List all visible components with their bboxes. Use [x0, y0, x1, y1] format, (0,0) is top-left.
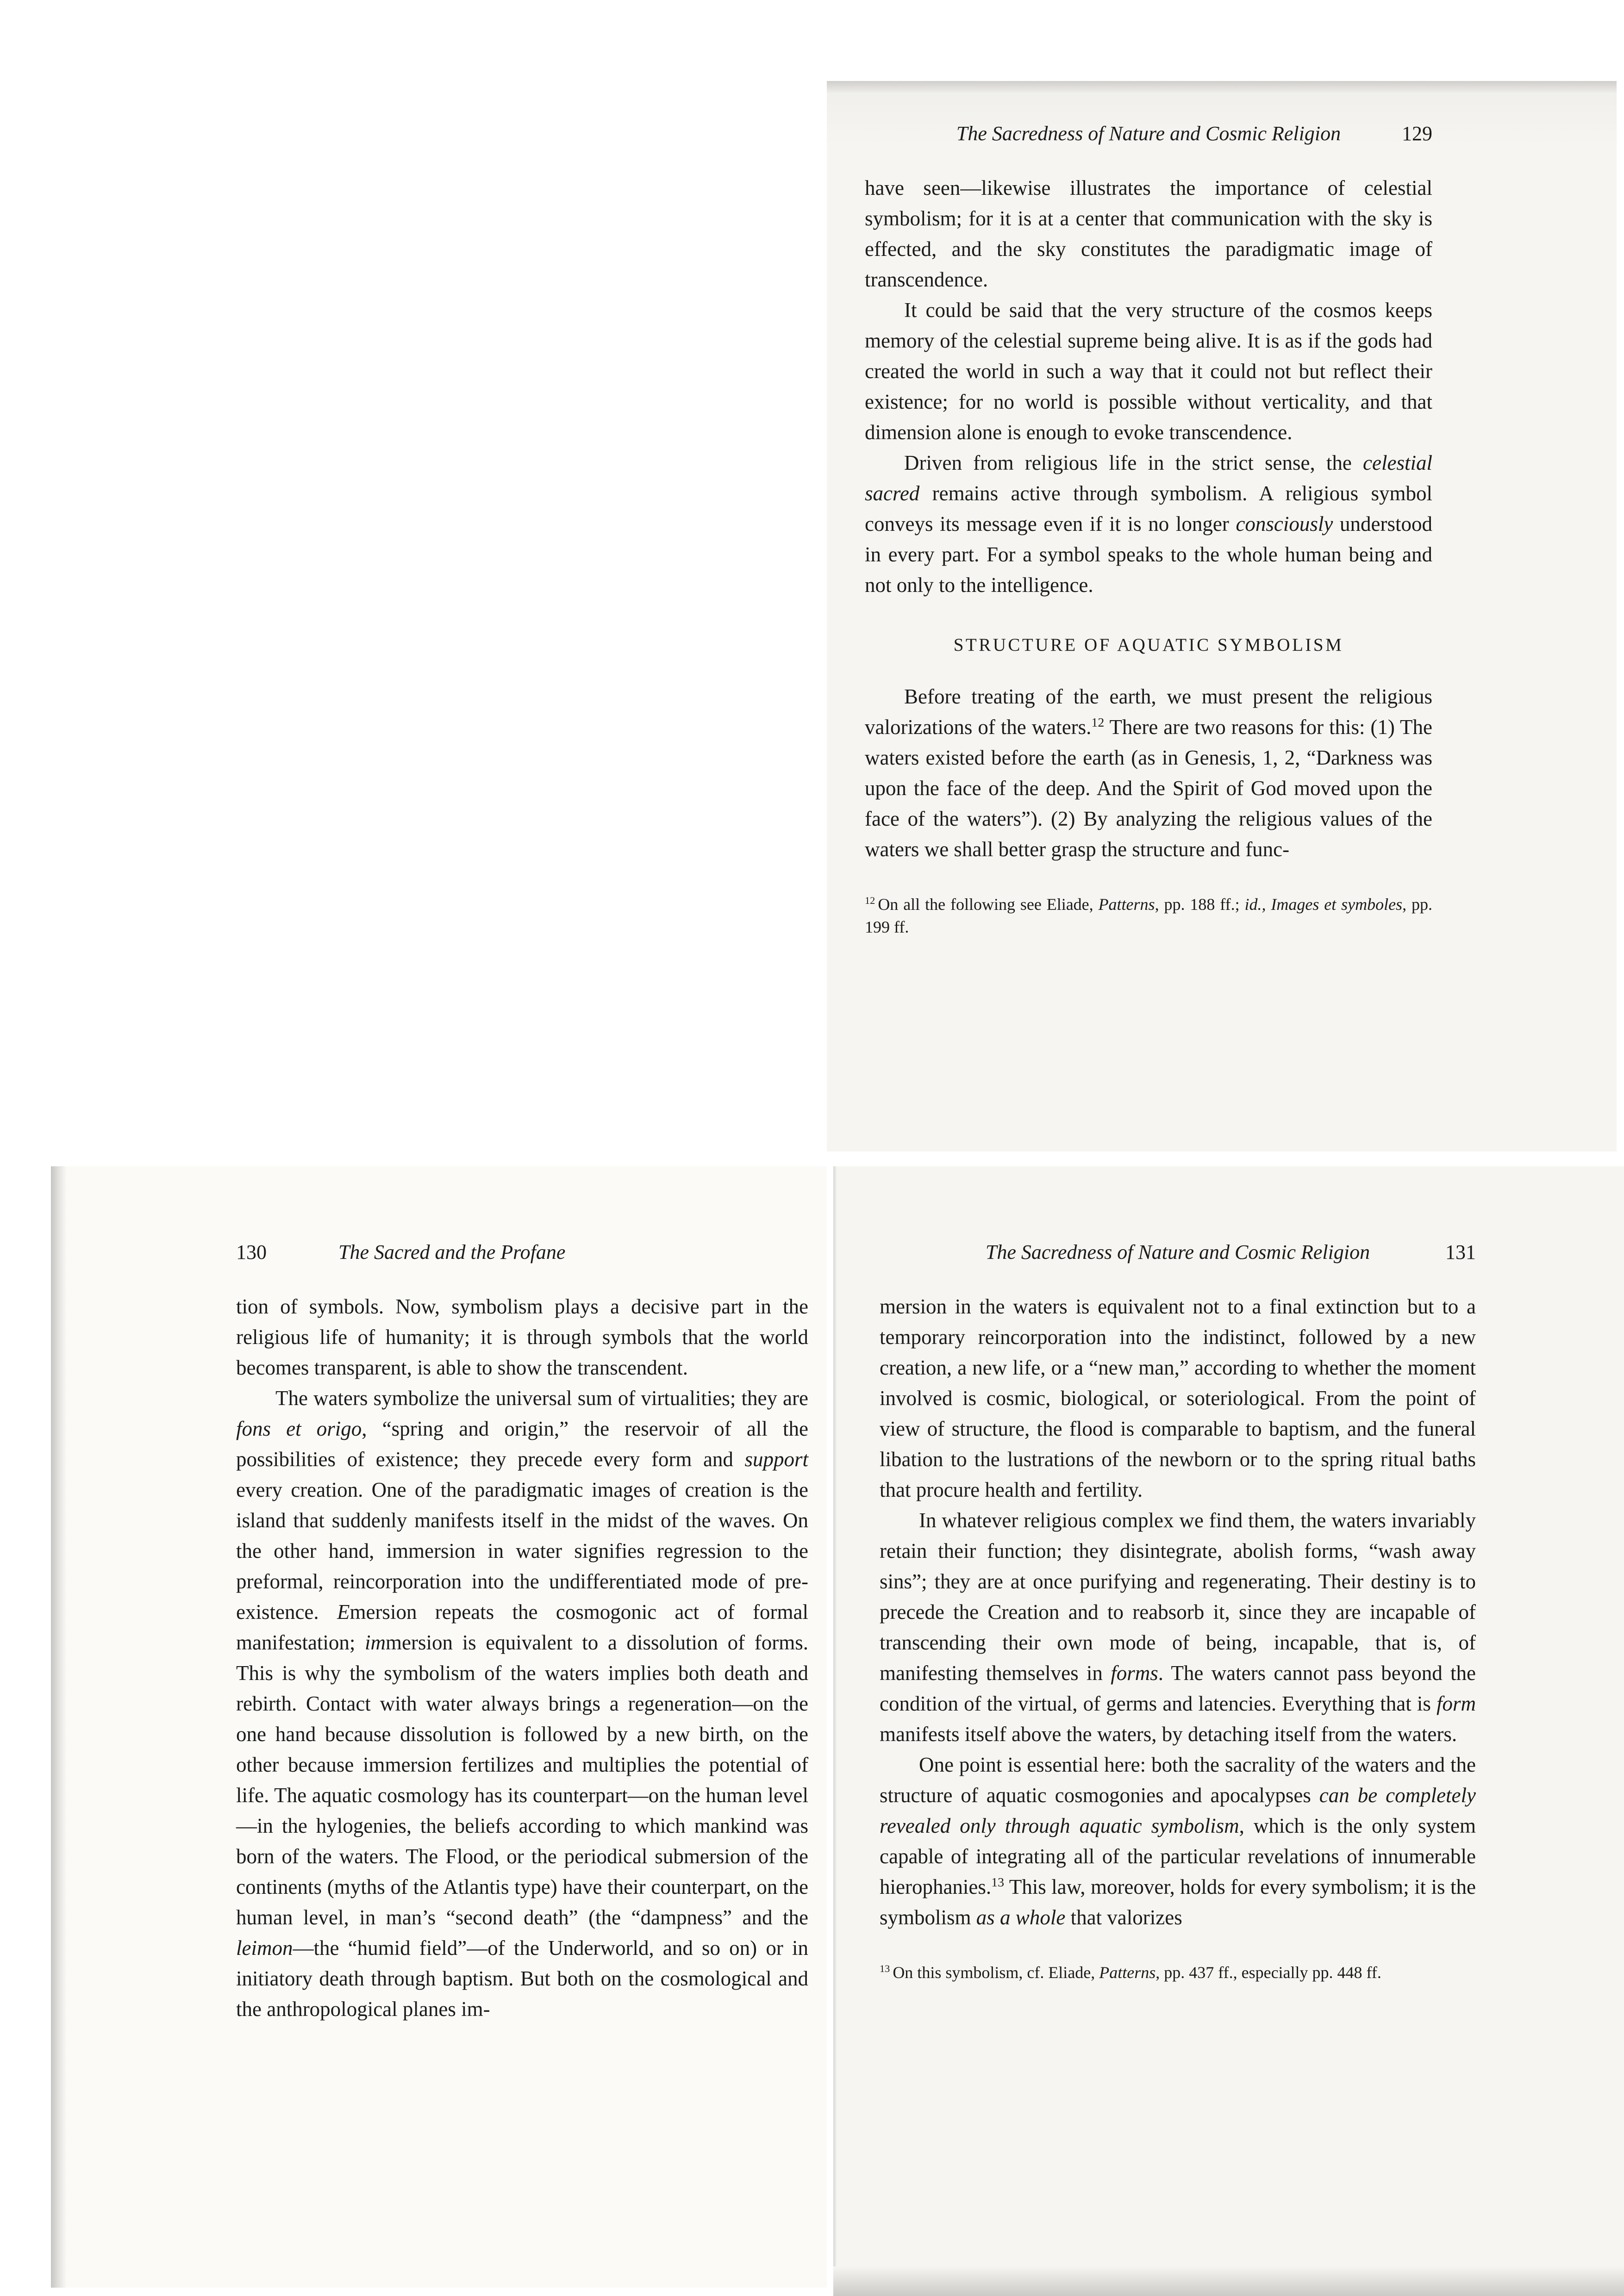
italic-text-run: consciously	[1236, 512, 1333, 535]
paragraph	[865, 448, 1432, 600]
italic-text-run: as a whole	[976, 1906, 1066, 1929]
paragraph	[880, 1505, 1476, 1749]
text-run: , which is the only system capable of integrating all of the particular revelations of innumerable hierophanies.	[880, 1814, 1476, 1898]
italic-text-run: celestial sacred	[865, 451, 1432, 505]
text-run: There are two reasons for this: (1) The waters existed before the earth (as in Genesis, 1, 2, “Darkness was upon the face of the deep. And the Spirit of God moved upon the face of the waters”). (2) By analyzing the religious values of the waters we shall better grasp the structure and func-	[865, 716, 1432, 861]
italic-text-run: fons et origo	[236, 1417, 362, 1440]
running-head-131	[880, 1240, 1476, 1264]
footnote-text	[893, 1963, 1381, 1982]
page-129	[827, 81, 1617, 1151]
footnote-reference: 13	[991, 1875, 1005, 1890]
italic-text-run: can be completely revealed only through aquatic symbolism	[880, 1784, 1476, 1837]
running-head-129	[865, 122, 1432, 146]
page-number: 131	[1445, 1241, 1476, 1263]
text-run: It could be said that the very structure of the cosmos keeps memory of the celestial supreme being alive. It is as if the gods had created the world in such a way that it could not but reflect their existence; for no world is possible without verticality, and that dimension alone is enough to evoke transcendence.	[865, 299, 1432, 444]
page-number: 130	[236, 1241, 267, 1263]
text-run: mersion in the waters is equivalent not to a final extinction but to a temporary reincorporation into the indistinct, followed by a new creation, a new life, or a “new man,” according to whether the moment involved is cosmic, biological, or soteriological. From the point of view of structure, the flood is comparable to baptism, and the funeral libation to the lustrations of the newborn or to the spring ritual baths that procure health and fertility.	[880, 1295, 1476, 1501]
text-run: mersion repeats the cosmogonic act of formal manifestation;	[236, 1600, 808, 1654]
italic-text-run: form	[1436, 1692, 1476, 1715]
footnote-13	[880, 1961, 1476, 1984]
page-body	[236, 1291, 808, 2024]
footnote-reference: 12	[1091, 716, 1105, 730]
page-131	[833, 1166, 1624, 2296]
text-run: , pp. 199 ff.	[865, 895, 1433, 936]
text-run: remains active through symbolism. A religious symbol conveys its message even if it is no longer	[865, 482, 1432, 535]
section-heading: STRUCTURE OF AQUATIC SYMBOLISM	[953, 635, 1344, 655]
italic-text-run: Patterns	[1099, 1963, 1156, 1982]
page-body-after-heading	[865, 681, 1432, 865]
text-run: every creation. One of the paradigmatic images of creation is the island that suddenly manifests itself in the midst of the waves. On the other hand, immersion in water signifies regression to the preformal, reincorporation into the undifferentiated mode of pre-existence.	[236, 1478, 808, 1624]
running-head-title: The Sacred and the Profane	[338, 1241, 566, 1263]
paragraph	[865, 681, 1432, 865]
italic-text-run: im	[365, 1631, 386, 1654]
text-run: On all the following see Eliade,	[878, 895, 1099, 914]
running-head-title: The Sacredness of Nature and Cosmic Religion	[956, 122, 1341, 145]
page-130	[51, 1166, 827, 2288]
text-run: —the “humid field”—of the Underworld, and so on) or in initiatory death through baptism. But both on the cosmological and the anthropological planes im-	[236, 1936, 808, 2021]
paragraph	[236, 1383, 808, 2024]
text-run: have seen—likewise illustrates the importance of celestial symbolism; for it is at a center that communication with the sky is effected, and the sky constitutes the paradigmatic image of transcendence.	[865, 176, 1432, 291]
paragraph	[865, 295, 1432, 448]
text-run: , “spring and origin,” the reservoir of all the possibilities of existence; they precede every form and	[236, 1417, 808, 1471]
paragraph	[236, 1291, 808, 1383]
italic-text-run: forms	[1111, 1661, 1158, 1685]
paragraph	[880, 1749, 1476, 1933]
page-body	[880, 1291, 1476, 1933]
italic-text-run: Patterns	[1098, 895, 1155, 914]
paragraph	[880, 1291, 1476, 1505]
running-head-130	[236, 1240, 808, 1264]
text-run: Before treating of the earth, we must present the religious valorizations of the waters.	[865, 685, 1432, 739]
footnote-12	[865, 893, 1432, 939]
text-run: This law, moreover, holds for every symbolism; it is the symbolism	[880, 1875, 1476, 1929]
running-head-title: The Sacredness of Nature and Cosmic Religion	[985, 1241, 1370, 1263]
text-run: The waters symbolize the universal sum of virtualities; they are	[275, 1387, 808, 1410]
paragraph	[865, 173, 1432, 295]
text-run: manifests itself above the waters, by detaching itself from the waters.	[880, 1723, 1457, 1746]
text-run: In whatever religious complex we find them, the waters invariably retain their function; they disintegrate, abolish forms, “wash away sins”; they are at once purifying and regenerating. Their destiny is to precede the Creation and to reabsorb it, since they are incapable of transcending their own mode of being, incapable, that is, of manifesting themselves in	[880, 1509, 1476, 1685]
text-run: , pp. 188 ff.;	[1155, 895, 1245, 914]
footnote-marker: 13	[880, 1963, 890, 1974]
text-run: that valorizes	[1065, 1906, 1182, 1929]
page-number: 129	[1402, 122, 1432, 145]
text-run: Driven from religious life in the strict sense, the	[904, 451, 1363, 474]
footnote-text	[865, 895, 1432, 936]
text-run: mersion is equivalent to a dissolution of forms. This is why the symbolism of the waters implies both death and rebirth. Contact with water always brings a regeneration—on the one hand because dissolution is followed by a new birth, on the other because immersion fertilizes and multiplies the potential of life. The aquatic cosmology has its counterpart—on the human level—in the hylogenies, the beliefs according to which mankind was born of the waters. The Flood, or the periodical submersion of the continents (myths of the Atlantis type) have their counterpart, on the human level, in man’s “second death” (the “dampness” and the	[236, 1631, 808, 1929]
footnote-marker: 12	[865, 895, 875, 906]
text-run: , pp. 437 ff., especially pp. 448 ff.	[1156, 1963, 1381, 1982]
text-run: . The waters cannot pass beyond the condition of the virtual, of germs and latencies. Everything that is	[880, 1661, 1476, 1715]
text-run: On this symbolism, cf. Eliade,	[893, 1963, 1099, 1982]
text-run: understood in every part. For a symbol speaks to the whole human being and not only to the intelligence.	[865, 512, 1432, 597]
italic-text-run: E	[337, 1600, 350, 1624]
text-run: tion of symbols. Now, symbolism plays a decisive part in the religious life of humanity; it is through symbols that the world becomes transparent, is able to show the transcendent.	[236, 1295, 808, 1379]
text-run: One point is essential here: both the sacrality of the waters and the structure of aquatic cosmogonies and apocalypses	[880, 1753, 1476, 1807]
italic-text-run: id., Images et symboles	[1244, 895, 1403, 914]
page-body	[865, 173, 1432, 600]
italic-text-run: support	[744, 1448, 808, 1471]
italic-text-run: leimon	[236, 1936, 293, 1960]
